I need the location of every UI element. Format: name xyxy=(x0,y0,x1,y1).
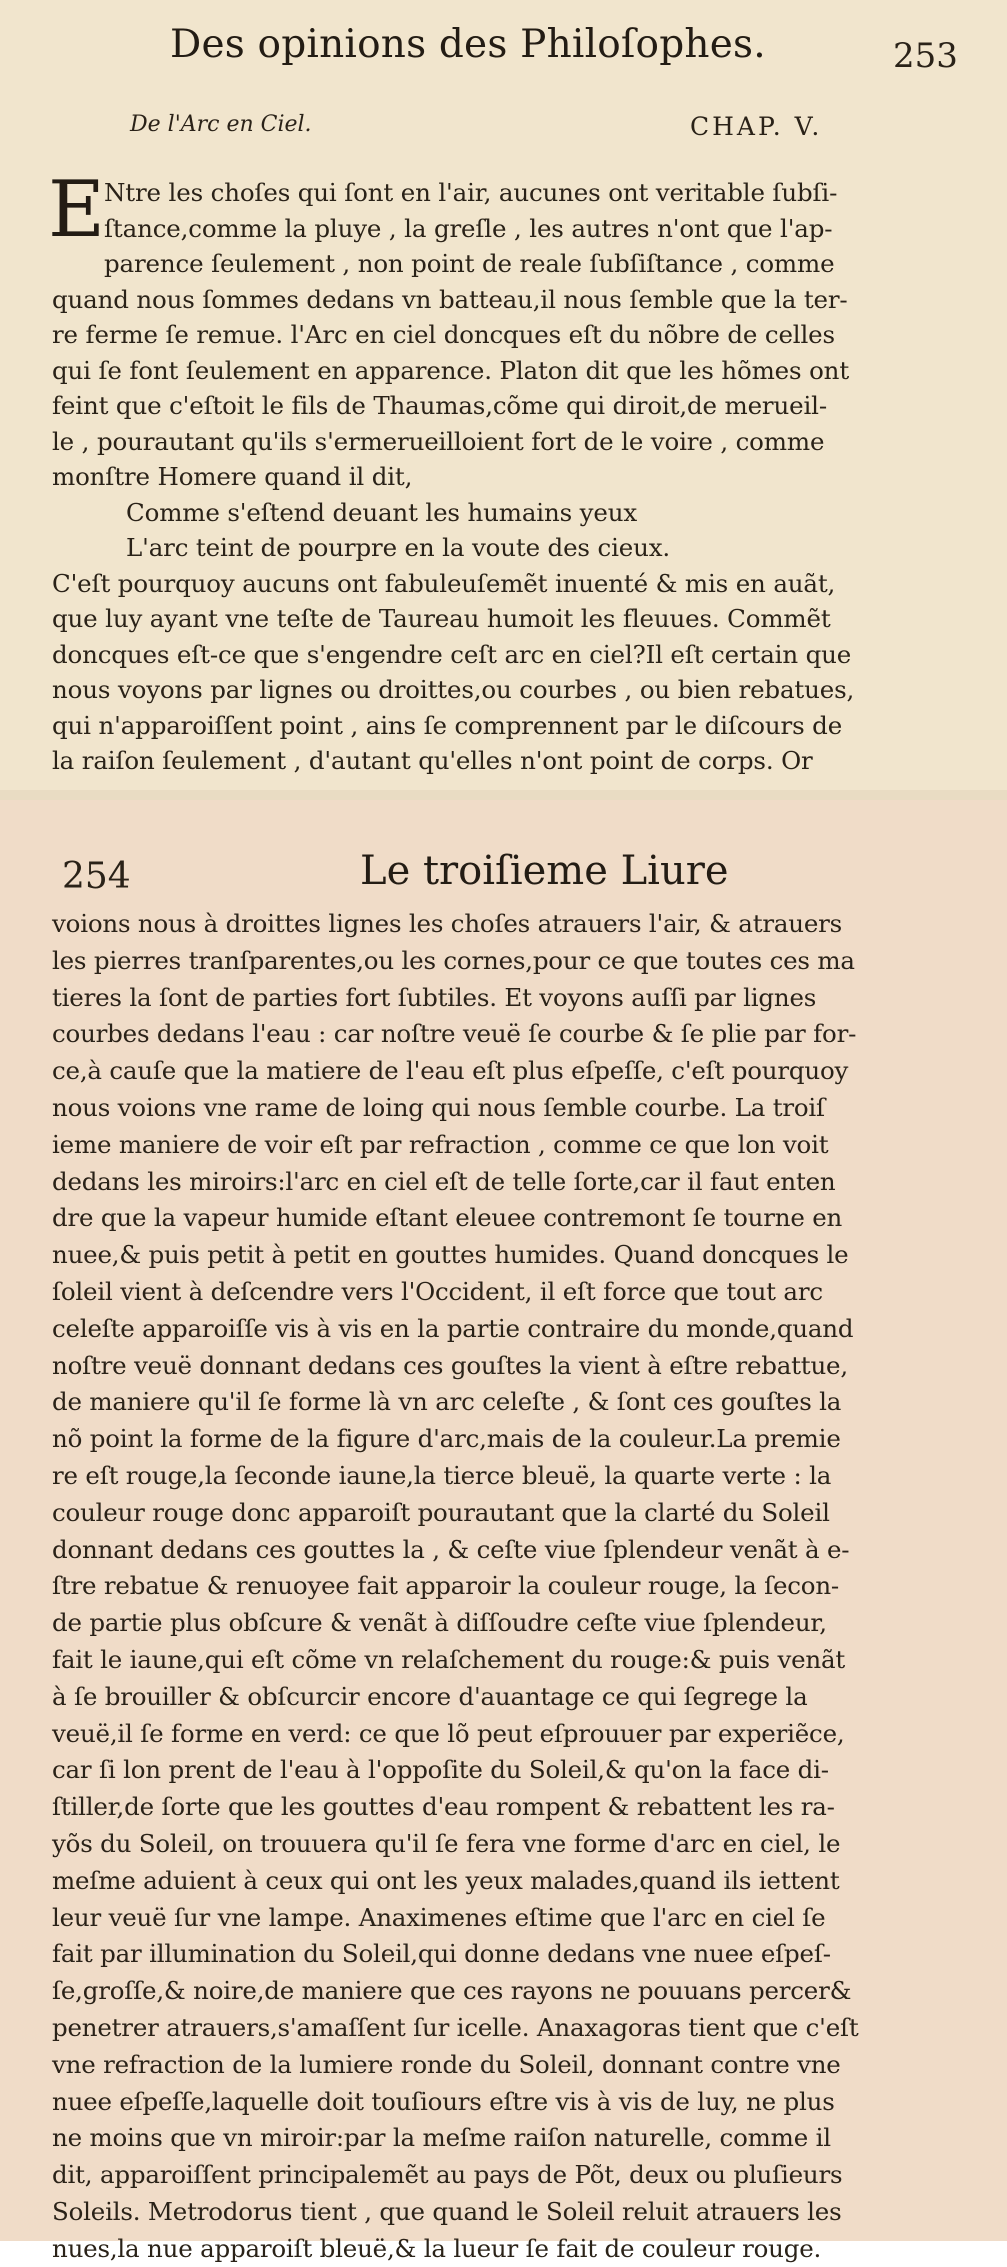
text-line: Ntre les choſes qui ſont en l'air, aucunes ont veritable ſubſi- xyxy=(104,178,838,207)
section-title: De l'Arc en Ciel. xyxy=(130,112,312,137)
text-line: qui ſe font ſeulement en apparence. Platon dit que les hõmes ont xyxy=(52,355,850,385)
verse-line: Comme s'eſtend deuant les humains yeux xyxy=(126,497,638,527)
text-line: courbes dedans l'eau : car noſtre veuë ſe courbe & ſe plie par for- xyxy=(52,1019,857,1049)
text-line: vne refraction de la lumiere ronde du Soleil, donnant contre vne xyxy=(52,2049,841,2079)
text-line: ce,à cauſe que la matiere de l'eau eſt plus eſpeſſe, c'eſt pourquoy xyxy=(52,1056,849,1086)
text-line: re ferme ſe remue. l'Arc en ciel doncques eſt du nõbre de celles xyxy=(52,320,835,349)
page-253 xyxy=(0,0,1007,800)
text-line: dedans les miroirs:l'arc en ciel eſt de telle ſorte,car il faut enten xyxy=(52,1166,836,1196)
text-line: meſme aduient à ceux qui ont les yeux malades,quand ils iettent xyxy=(52,1865,840,1895)
text-line: doncques eſt-ce que s'engendre ceſt arc en ciel?Il eſt certain que xyxy=(52,639,852,669)
text-line: qui n'apparoiſſent point , ains ſe comprennent par le diſcours de xyxy=(52,710,843,740)
text-line: penetrer atrauers,s'amaſſent ſur icelle. Anaxagoras tient que c'eſt xyxy=(52,2012,859,2042)
text-line: feint que c'eſtoit le fils de Thaumas,cõme qui diroit,de merueil- xyxy=(52,391,827,420)
text-line: nues,la nue apparoiſt bleuë,& la lueur ſe fait de couleur rouge. xyxy=(52,2233,822,2263)
text-line: tieres la ſont de parties fort ſubtiles. Et voyons auſſi par lignes xyxy=(52,982,817,1012)
text-line: noſtre veuë donnant dedans ces gouſtes la vient à eſtre rebattue, xyxy=(52,1350,848,1380)
text-line: nuee eſpeſſe,laquelle doit touſiours eſtre vis à vis de luy, ne plus xyxy=(52,2086,835,2116)
body-text xyxy=(52,906,977,2267)
drop-cap: E xyxy=(48,165,105,255)
text-line: ne moins que vn miroir:par la meſme raiſon naturelle, comme il xyxy=(52,2123,831,2153)
text-line: ſoleil vient à deſcendre vers l'Occident, il eſt force que tout arc xyxy=(52,1276,823,1306)
text-line: celeſte apparoiſſe vis à vis en la partie contraire du monde,quand xyxy=(52,1313,854,1343)
verse-line: L'arc teint de pourpre en la voute des cieux. xyxy=(126,533,671,562)
page-number: 253 xyxy=(893,36,958,76)
text-line: nous voions vne rame de loing qui nous ſemble courbe. La troiſ xyxy=(52,1092,825,1122)
text-line: voions nous à droittes lignes les choſes atrauers l'air, & atrauers xyxy=(52,909,843,938)
text-line: dre que la vapeur humide eſtant eleuee contremont ſe tourne en xyxy=(52,1203,843,1233)
text-line: monſtre Homere quand il dit, xyxy=(52,462,413,491)
chapter-heading: CHAP. V. xyxy=(690,112,823,141)
running-title: Le troiſieme Liure xyxy=(360,848,729,894)
text-line: re eſt rouge,la ſeconde iaune,la tierce bleuë, la quarte verte : la xyxy=(52,1460,832,1490)
text-line: veuë,il ſe forme en verd: ce que lõ peut eſprouuer par experiẽce, xyxy=(52,1718,845,1748)
text-line: donnant dedans ces gouttes la , & ceſte viue ſplendeur venãt à e- xyxy=(52,1534,850,1564)
text-line: car ſi lon prent de l'eau à l'oppoſite du Soleil,& qu'on la face di- xyxy=(52,1755,829,1785)
text-line: dit, apparoiſſent principalemẽt au pays de Põt, deux ou pluſieurs xyxy=(52,2160,843,2190)
text-line: couleur rouge donc apparoiſt pourautant que la clarté du Soleil xyxy=(52,1497,830,1527)
text-line: les pierres tranſparentes,ou les cornes,pour ce que toutes ces ma xyxy=(52,945,855,975)
text-line: le , pourautant qu'ils s'ermerueilloient fort de le voire , comme xyxy=(52,426,825,456)
text-line: fait le iaune,qui eſt cõme vn relaſchement du rouge:& puis venãt xyxy=(52,1644,846,1674)
page-number: 254 xyxy=(62,856,131,897)
text-line: nous voyons par lignes ou droittes,ou courbes , ou bien rebatues, xyxy=(52,675,855,704)
page-254 xyxy=(0,800,1007,2263)
text-line: Soleils. Metrodorus tient , que quand le Soleil reluit atrauers les xyxy=(52,2196,842,2226)
body-text xyxy=(48,165,977,779)
running-title: Des opinions des Philoſophes. xyxy=(170,22,766,67)
text-line: leur veuë ſur vne lampe. Anaximenes eſtime que l'arc en ciel ſe xyxy=(52,1902,826,1932)
text-line: ſe,groſſe,& noire,de maniere que ces rayons ne pouuans percer& xyxy=(52,1976,852,2006)
text-line: nõ point la forme de la figure d'arc,mais de la couleur.La premie xyxy=(52,1424,841,1454)
text-line: quand nous ſommes dedans vn batteau,il nous ſemble que la ter- xyxy=(52,284,848,314)
text-line: C'eſt pourquoy aucuns ont fabuleuſemẽt inuenté & mis en auãt, xyxy=(52,568,836,598)
text-line: ſtance,comme la pluye , la greſle , les autres n'ont que l'ap- xyxy=(104,213,833,243)
text-line: que luy ayant vne teſte de Taureau humoit les fleuues. Commẽt xyxy=(52,604,831,633)
text-line: yõs du Soleil, on trouuera qu'il ſe fera vne forme d'arc en ciel, le xyxy=(52,1828,841,1858)
text-line: ſtre rebatue & renuoyee fait apparoir la couleur rouge, la ſecon- xyxy=(52,1571,840,1601)
text-line: nuee,& puis petit à petit en gouttes humides. Quand doncques le xyxy=(52,1240,849,1270)
text-line: ſtiller,de ſorte que les gouttes d'eau rompent & rebattent les ra- xyxy=(52,1792,835,1822)
text-line: la raiſon ſeulement , d'autant qu'elles n'ont point de corps. Or xyxy=(52,746,813,775)
text-line: parence ſeulement , non point de reale ſubſiſtance , comme xyxy=(104,249,835,278)
text-line: ieme maniere de voir eſt par refraction , comme ce que lon voit xyxy=(52,1129,829,1159)
text-line: à ſe brouiller & obſcurcir encore d'auantage ce qui ſegrege la xyxy=(52,1681,808,1711)
text-line: de partie plus obſcure & venãt à diſſoudre ceſte viue ſplendeur, xyxy=(52,1608,827,1638)
text-line: fait par illumination du Soleil,qui donne dedans vne nuee eſpeſ- xyxy=(52,1939,831,1969)
text-line: de maniere qu'il ſe forme là vn arc celeſte , & ſont ces gouſtes la xyxy=(52,1387,842,1417)
